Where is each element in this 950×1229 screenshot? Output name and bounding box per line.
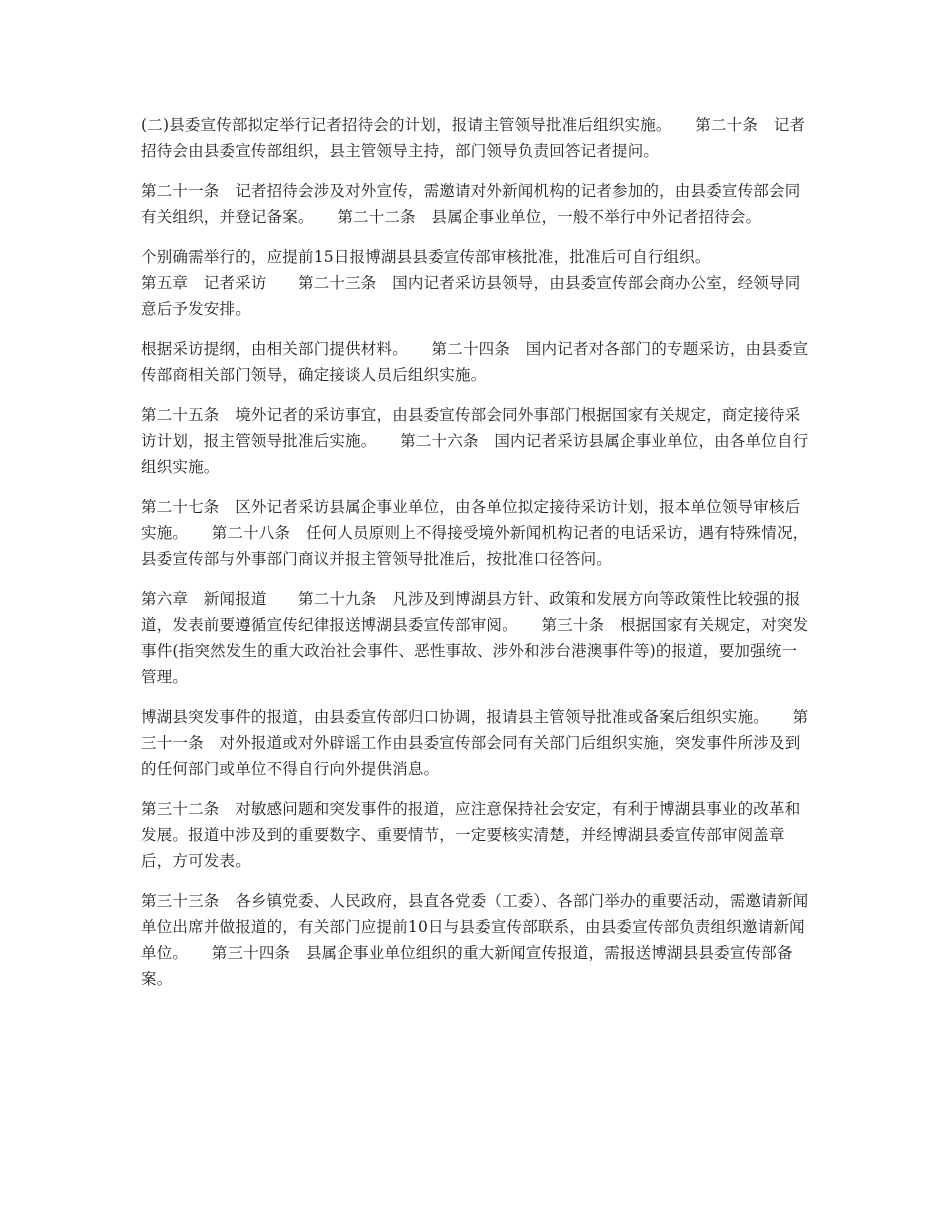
- paragraph-5: 根据采访提纲，由相关部门提供材料。 第二十四条 国内记者对各部门的专题采访，由县委宣传部商相关部门领导，确定接谈人员后组织实施。: [141, 340, 809, 384]
- paragraph-7: 第二十七条 区外记者采访县属企事业单位，由各单位拟定接待采访计划，报本单位领导审核后实施。 第二十八条 任何人员原则上不得接受境外新闻机构记者的电话采访，遇有特殊情况，县委宣传部与外事部门商议并报主管领导批准后，按批准口径答问。: [141, 498, 809, 568]
- document-body: [141, 112, 811, 1006]
- paragraph-6: 第二十五条 境外记者的采访事宜，由县委宣传部会同外事部门根据国家有关规定，商定接待采访计划，报主管领导批准后实施。 第二十六条 国内记者采访县属企事业单位，由各单位自行组织实施。: [141, 406, 809, 476]
- paragraph-1: (二)县委宣传部拟定举行记者招待会的计划，报请主管领导批准后组织实施。 第二十条 记者招待会由县委宣传部组织，县主管领导主持，部门领导负责回答记者提问。: [141, 116, 806, 160]
- paragraph-9: 博湖县突发事件的报道，由县委宣传部归口协调，报请县主管领导批准或备案后组织实施。 第三十一条 对外报道或对外辟谣工作由县委宣传部会同有关部门后组织实施，突发事件所涉及到的任何部门或单位不得自行向外提供消息。: [141, 708, 809, 778]
- paragraph-8: 第六章 新闻报道 第二十九条 凡涉及到博湖县方针、政策和发展方向等政策性比较强的报道，发表前要遵循宣传纪律报送博湖县委宣传部审阅。 第三十条 根据国家有关规定，对突发事件(指突然发生的重大政治社会事件、恶性事故、涉外和涉台港澳事件等)的报道，要加强统一管理。: [141, 590, 809, 686]
- paragraph-3: 个别确需举行的，应提前15日报博湖县县委宣传部审核批准，批准后可自行组织。: [141, 248, 711, 266]
- paragraph-4: 第五章 记者采访 第二十三条 国内记者采访县领导，由县委宣传部会商办公室，经领导同意后予发安排。: [141, 274, 801, 318]
- paragraph-2: 第二十一条 记者招待会涉及对外宣传，需邀请对外新闻机构的记者参加的，由县委宣传部会同有关组织，并登记备案。 第二十二条 县属企事业单位，一般不举行中外记者招待会。: [141, 182, 801, 226]
- paragraph-11: 第三十三条 各乡镇党委、人民政府，县直各党委（工委）、各部门举办的重要活动，需邀请新闻单位出席并做报道的，有关部门应提前10日与县委宣传部联系，由县委宣传部负责组织邀请新闻单位。 第三十四条 县属企事业单位组织的重大新闻宣传报道，需报送博湖县县委宣传部备案。: [141, 892, 809, 988]
- paragraph-10: 第三十二条 对敏感问题和突发事件的报道，应注意保持社会安定，有利于博湖县事业的改革和发展。报道中涉及到的重要数字、重要情节，一定要核实清楚，并经博湖县委宣传部审阅盖章后，方可发表。: [141, 800, 801, 870]
